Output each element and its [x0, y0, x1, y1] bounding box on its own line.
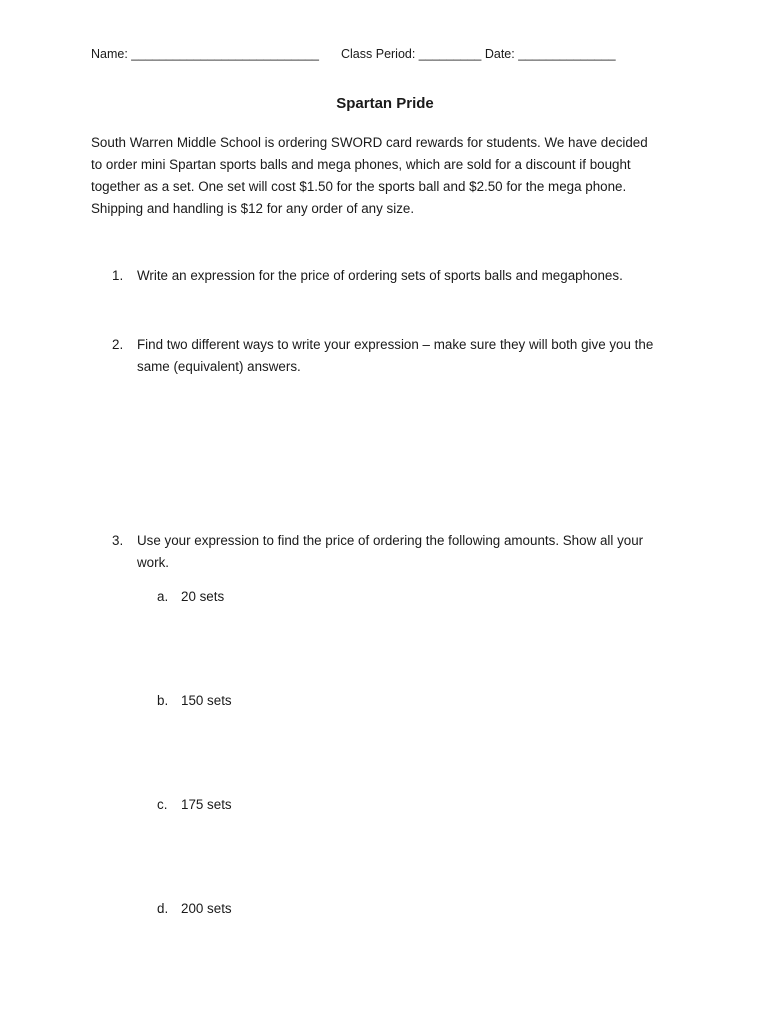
- intro-line: Shipping and handling is $12 for any order of any size.: [91, 201, 415, 216]
- subpart-b: [157, 693, 232, 708]
- intro-paragraph: [91, 132, 691, 220]
- question-number: 2.: [112, 337, 124, 352]
- question-text: Write an expression for the price of ordering sets of sports balls and megaphones.: [137, 268, 623, 283]
- intro-line: South Warren Middle School is ordering SWORD card rewards for students. We have decided: [91, 135, 648, 150]
- subpart-text: 20 sets: [181, 589, 225, 604]
- subpart-letter: b.: [157, 693, 169, 708]
- question-text: Find two different ways to write your expression – make sure they will both give you the: [137, 337, 654, 352]
- question-number: 3.: [112, 533, 124, 548]
- question-1: [112, 265, 623, 287]
- question-text: same (equivalent) answers.: [137, 359, 301, 374]
- subpart-d: [157, 901, 232, 916]
- subpart-text: 150 sets: [181, 693, 232, 708]
- subpart-letter: c.: [157, 797, 168, 812]
- page-title: Spartan Pride: [336, 95, 434, 112]
- subpart-letter: a.: [157, 589, 169, 604]
- subpart-letter: d.: [157, 901, 169, 916]
- question-3: [112, 530, 643, 574]
- question-number: 1.: [112, 268, 124, 283]
- class-period-field-label: Class Period: _________: [341, 47, 482, 61]
- intro-line: together as a set. One set will cost $1.50 for the sports ball and $2.50 for the mega phone.: [91, 179, 627, 194]
- header-line: [91, 47, 616, 61]
- intro-line: to order mini Spartan sports balls and mega phones, which are sold for a discount if bought: [91, 157, 631, 172]
- name-field-label: Name: ___________________________: [91, 47, 319, 61]
- date-field-label: Date: ______________: [484, 47, 616, 61]
- subpart-a: [157, 589, 224, 604]
- subpart-c: [157, 797, 232, 812]
- subpart-text: 175 sets: [181, 797, 232, 812]
- subpart-text: 200 sets: [181, 901, 232, 916]
- question-text: Use your expression to find the price of ordering the following amounts. Show all your: [137, 533, 644, 548]
- question-text: work.: [137, 555, 169, 570]
- question-2: [112, 334, 653, 378]
